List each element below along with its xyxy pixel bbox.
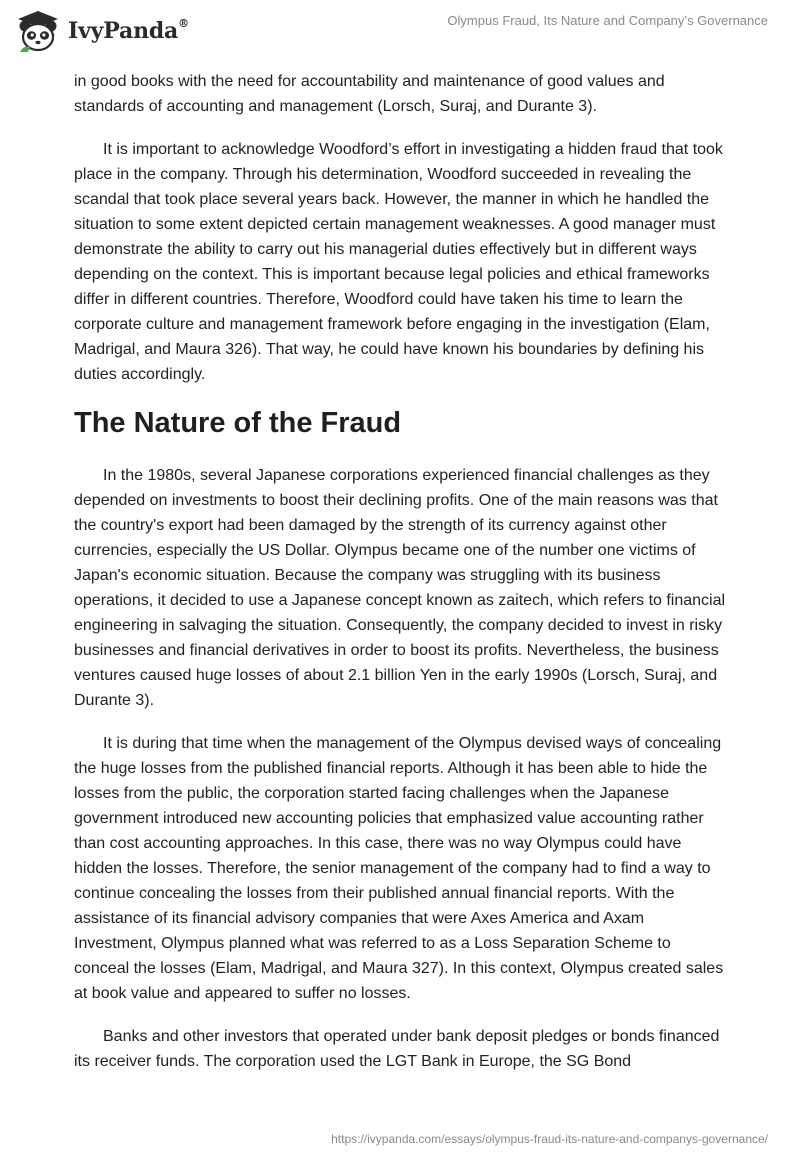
source-url[interactable]: https://ivypanda.com/essays/olympus-fraud-its-nature-and-companys-governance/ xyxy=(331,1132,768,1146)
section-heading: The Nature of the Fraud xyxy=(74,407,402,439)
page-header xyxy=(0,0,800,66)
paragraph: It is during that time when the management of the Olympus devised ways of concealing the huge losses from the published financial reports. Although it has been able to hide the losses from the public, the corporation started facing challenges when the Japanese government introduced new accounting policies that emphasized value accounting rather than cost accounting approaches. In this case, there was no way Olympus could have hidden the losses. Therefore, the senior management of the company had to find a way to continue concealing the losses from their published annual financial reports. With the assistance of its financial advisory companies that were Axes America and Axam Investment, Olympus planned what was referred to as a Loss Separation Scheme to conceal the losses (Elam, Madrigal, and Maura 327). In this context, Olympus created sales at book value and appeared to suffer no losses. xyxy=(74,735,724,1002)
panda-graduate-icon xyxy=(14,9,62,53)
essay-body xyxy=(74,69,726,1092)
document-title: Olympus Fraud, Its Nature and Company’s Governance xyxy=(447,13,768,28)
paragraph: Banks and other investors that operated under bank deposit pledges or bonds financed its receiver funds. The corporation used the LGT Bank in Europe, the SG Bond xyxy=(74,1028,720,1070)
brand-name: IvyPanda® xyxy=(68,16,189,44)
ivypanda-logo[interactable] xyxy=(14,9,189,53)
paragraph: in good books with the need for accountability and maintenance of good values and standards of accounting and management (Lorsch, Suraj, and Durante 3). xyxy=(74,73,665,115)
paragraph: It is important to acknowledge Woodford’s effort in investigating a hidden fraud that took place in the company. Through his determination, Woodford succeeded in revealing the scandal that took place several years back. However, the manner in which he handled the situation to some extent depicted certain management weaknesses. A good manager must demonstrate the ability to carry out his managerial duties effectively but in different ways depending on the context. This is important because legal policies and ethical frameworks differ in different countries. Therefore, Woodford could have taken his time to learn the corporate culture and management framework before engaging in the investigation (Elam, Madrigal, and Maura 326). That way, he could have known his boundaries by defining his duties accordingly. xyxy=(74,141,723,383)
paragraph: In the 1980s, several Japanese corporations experienced financial challenges as they depended on investments to boost their declining profits. One of the main reasons was that the country's export had been damaged by the strength of its currency against other currencies, especially the US Dollar. Olympus became one of the number one victims of Japan's economic situation. Because the company was struggling with its business operations, it decided to use a Japanese concept known as zaitech, which refers to financial engineering in salvaging the situation. Consequently, the company decided to invest in risky businesses and financial derivatives in order to boost its profits. Nevertheless, the business ventures caused huge losses of about 2.1 billion Yen in the early 1990s (Lorsch, Suraj, and Durante 3). xyxy=(74,467,726,709)
